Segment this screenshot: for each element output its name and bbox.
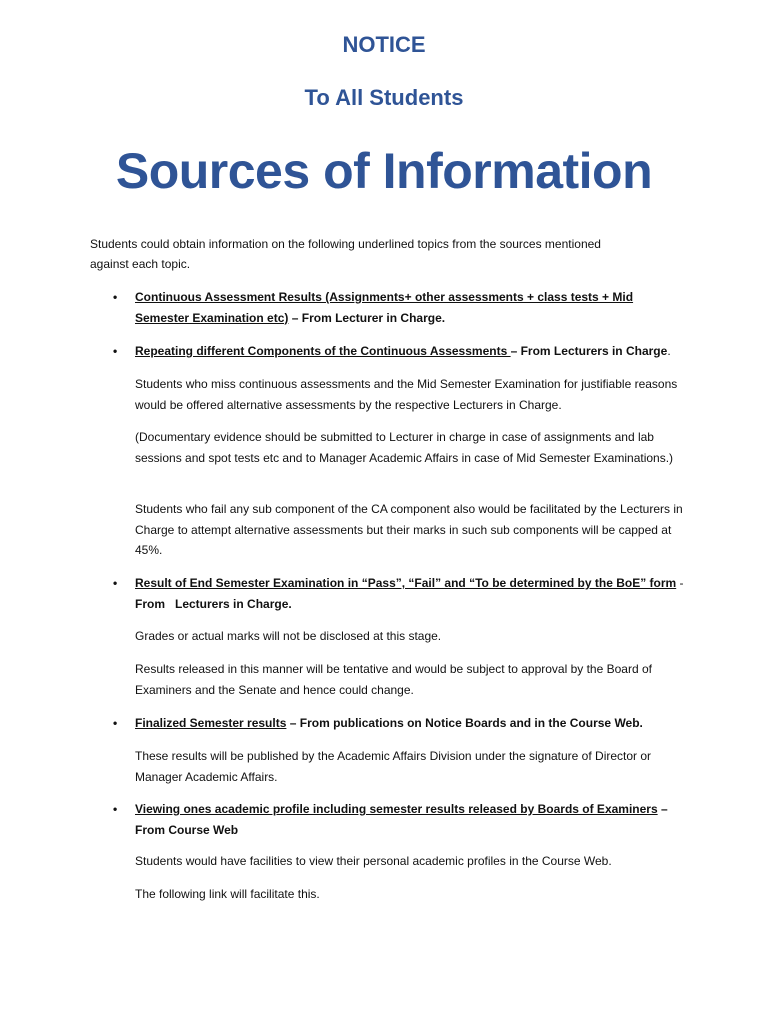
list-item-finalized-results [113, 713, 690, 734]
topic-dash: – [657, 802, 668, 816]
list-item-academic-profile [113, 799, 690, 840]
topic-label: Continuous Assessment Results (Assignments+ other assessments + class tests + Mid Semester Examination etc) [135, 290, 634, 325]
bullet-icon: • [113, 344, 118, 358]
notice-heading: NOTICE [342, 32, 426, 57]
topic-label: Viewing ones academic profile including semester results released by Boards of Examiners [135, 802, 658, 816]
paragraph-failed-sub-component: Students who fail any sub component of the CA component also would be facilitated by the Lecturers in Charge to attempt alternative assessments but their marks in such sub components will be capped at 45%. [135, 502, 683, 557]
topic-source: – From Lecturers in Charge [510, 344, 668, 358]
audience-heading: To All Students [304, 85, 464, 110]
paragraph-view-profiles: Students would have facilities to view their personal academic profiles in the Course Web. [135, 854, 612, 868]
topic-source: From Lecturers in Charge. [135, 596, 292, 611]
list-item-end-semester-result [113, 573, 690, 614]
paragraph-missed-assessments: Students who miss continuous assessments and the Mid Semester Examination for justifiable reasons would be offered alternative assessments by the respective Lecturers in Charge. [135, 377, 678, 412]
topic-dash: - [676, 576, 684, 590]
bullet-icon: • [113, 576, 118, 590]
topic-label: Repeating different Components of the Continuous Assessments [135, 344, 511, 358]
bullet-icon: • [113, 290, 118, 304]
topic-tail: . [667, 344, 671, 358]
paragraph-documentary-evidence: (Documentary evidence should be submitted to Lecturer in charge in case of assignments and lab sessions and spot tests etc and to Manager Academic Affairs in case of Mid Semester Examinations.) [135, 430, 674, 465]
topic-source: – From publications on Notice Boards and in the Course Web. [286, 716, 643, 730]
topic-label: Result of End Semester Examination in “Pass”, “Fail” and “To be determined by the BoE” form [135, 576, 677, 590]
paragraph-grades-not-disclosed: Grades or actual marks will not be disclosed at this stage. [135, 629, 442, 643]
intro-line-1: Students could obtain information on the following underlined topics from the sources mentioned [90, 237, 601, 251]
topic-source: From Course Web [135, 822, 239, 837]
topic-source: – From Lecturer in Charge. [288, 310, 446, 325]
list-item-repeating-components [113, 341, 690, 362]
paragraph-following-link: The following link will facilitate this. [135, 887, 320, 901]
bullet-icon: • [113, 716, 118, 730]
paragraph-tentative-results: Results released in this manner will be tentative and would be subject to approval by the Board of Examiners and the Senate and hence could change. [135, 662, 652, 697]
intro-line-2: against each topic. [90, 257, 191, 271]
list-item-ca-results [113, 287, 690, 328]
paragraph-published-by-academic-affairs: These results will be published by the Academic Affairs Division under the signature of Director or Manager Academic Affairs. [135, 749, 652, 784]
page-title: Sources of Information [115, 143, 653, 199]
bullet-icon: • [113, 802, 118, 816]
topic-label: Finalized Semester results [135, 716, 287, 730]
intro-paragraph [90, 234, 670, 274]
